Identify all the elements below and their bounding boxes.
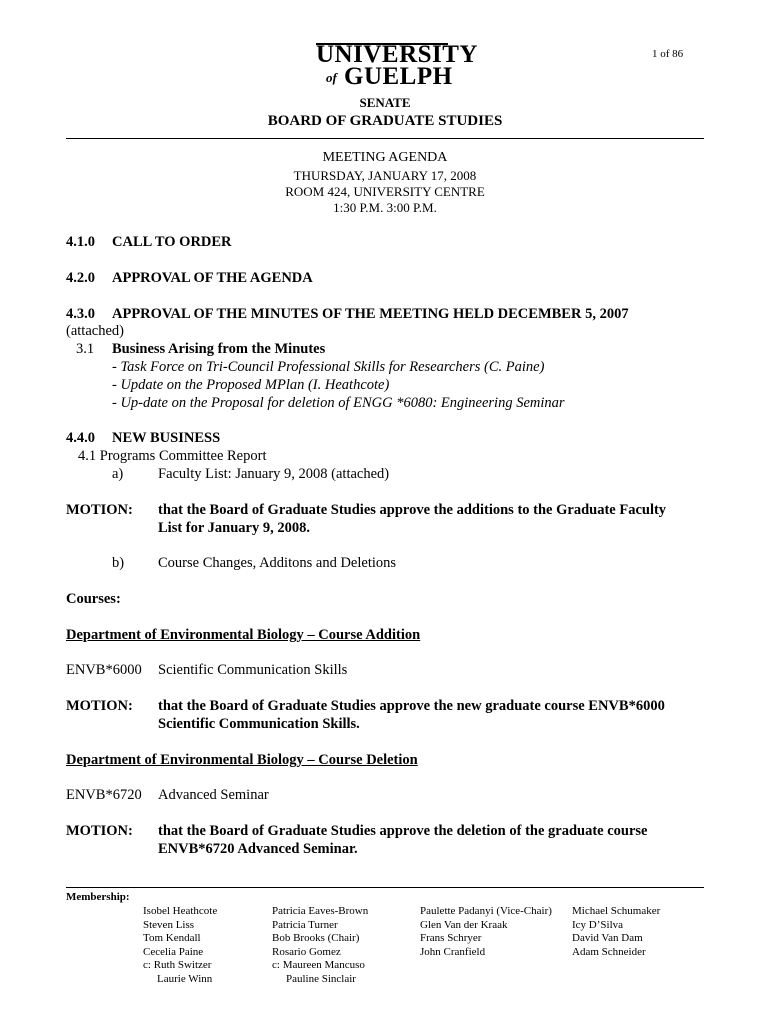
logo-text-university: UNIVERSITY xyxy=(316,41,478,68)
motion-label: MOTION: xyxy=(66,502,133,518)
item-title: NEW BUSINESS xyxy=(112,430,221,446)
meeting-room: ROOM 424, UNIVERSITY CENTRE xyxy=(285,184,485,199)
motion-text: that the Board of Graduate Studies approve the deletion of the graduate course xyxy=(158,823,648,839)
sub-item-b-letter: b) xyxy=(112,555,125,571)
agenda-item-approval-agenda xyxy=(66,269,313,287)
university-logo xyxy=(312,40,478,92)
membership-divider xyxy=(66,887,704,888)
member-name: Cecelia Paine xyxy=(143,945,204,958)
agenda-item-approval-minutes xyxy=(66,305,629,323)
member-name: Patricia Eaves-Brown xyxy=(272,905,369,917)
course-changes-item: Course Changes, Additons and Deletions xyxy=(158,555,397,571)
member-name: c: Ruth Switzer xyxy=(143,959,212,971)
sub-item-number: 3.1 xyxy=(76,341,95,357)
member-name: Laurie Winn xyxy=(157,972,213,985)
motion-text: ENVB*6720 Advanced Seminar. xyxy=(158,841,358,857)
membership-column-1 xyxy=(143,905,217,986)
member-name: John Cranfield xyxy=(420,945,486,958)
motion-text: that the Board of Graduate Studies approve the additions to the Graduate Faculty xyxy=(158,502,667,518)
logo-text-of: of xyxy=(326,70,337,85)
meeting-title: MEETING AGENDA xyxy=(322,150,448,165)
member-name: Michael Schumaker xyxy=(572,905,661,917)
member-name: Frans Schryer xyxy=(420,932,482,944)
item-title: APPROVAL OF THE MINUTES OF THE MEETING HELD DECEMBER 5, 2007 xyxy=(112,306,629,322)
member-name: Adam Schneider xyxy=(572,945,646,958)
member-name: Isobel Heathcote xyxy=(143,905,218,917)
attached-note: (attached) xyxy=(66,323,124,339)
member-name: Tom Kendall xyxy=(143,932,201,944)
motion-label: MOTION: xyxy=(66,823,133,839)
business-point: - Up-date on the Proposal for deletion of ENGG *6080: Engineering Seminar xyxy=(112,395,565,411)
member-name: Pauline Sinclair xyxy=(286,972,356,985)
member-name: Bob Brooks (Chair) xyxy=(272,932,360,944)
sub-item-title: Business Arising from the Minutes xyxy=(112,341,326,357)
motion-text: Scientific Communication Skills. xyxy=(158,716,360,732)
sub-item-business-arising xyxy=(76,340,325,358)
item-title: APPROVAL OF THE AGENDA xyxy=(112,270,313,286)
senate-heading: SENATE xyxy=(359,95,411,110)
member-name: Icy D’Silva xyxy=(572,918,624,931)
header-divider xyxy=(66,138,704,139)
membership-column-3 xyxy=(420,905,552,959)
board-heading: BOARD OF GRADUATE STUDIES xyxy=(267,113,503,129)
member-name: Rosario Gomez xyxy=(272,945,341,958)
dept-course-deletion-heading: Department of Environmental Biology – Course Deletion xyxy=(66,752,418,768)
motion-label: MOTION: xyxy=(66,698,133,714)
business-point: - Update on the Proposed MPlan (I. Heathcote) xyxy=(112,377,390,393)
programs-committee-report: 4.1 Programs Committee Report xyxy=(78,448,267,464)
item-title: CALL TO ORDER xyxy=(112,234,232,250)
course-name: Scientific Communication Skills xyxy=(158,662,348,678)
member-name: David Van Dam xyxy=(572,932,643,944)
membership-label: Membership: xyxy=(66,891,130,903)
faculty-list-item: Faculty List: January 9, 2008 (attached) xyxy=(158,466,390,482)
member-name: Glen Van der Kraak xyxy=(420,918,508,931)
motion-text: List for January 9, 2008. xyxy=(158,520,310,536)
dept-course-addition-heading: Department of Environmental Biology – Course Addition xyxy=(66,627,421,643)
meeting-time: 1:30 P.M. 3:00 P.M. xyxy=(333,200,437,215)
course-name: Advanced Seminar xyxy=(158,787,269,803)
meeting-date: THURSDAY, JANUARY 17, 2008 xyxy=(293,168,477,183)
course-code: ENVB*6000 xyxy=(66,662,142,678)
member-name: c: Maureen Mancuso xyxy=(272,959,365,971)
item-number: 4.2.0 xyxy=(66,270,95,286)
motion-text: that the Board of Graduate Studies approve the new graduate course ENVB*6000 xyxy=(158,698,665,714)
member-name: Paulette Padanyi (Vice-Chair) xyxy=(420,905,552,917)
agenda-item-call-to-order xyxy=(66,233,232,251)
membership-column-2 xyxy=(272,905,368,986)
item-number: 4.3.0 xyxy=(66,306,95,322)
member-name: Steven Liss xyxy=(143,918,195,931)
logo-text-guelph: GUELPH xyxy=(344,63,453,90)
courses-heading: Courses: xyxy=(66,591,121,607)
member-name: Patricia Turner xyxy=(272,918,338,931)
business-point: - Task Force on Tri-Council Professional Skills for Researchers (C. Paine) xyxy=(112,359,545,375)
agenda-item-new-business xyxy=(66,429,220,447)
item-number: 4.4.0 xyxy=(66,430,95,446)
item-number: 4.1.0 xyxy=(66,234,95,250)
sub-item-a-letter: a) xyxy=(112,466,124,482)
membership-column-4 xyxy=(572,905,660,959)
course-code: ENVB*6720 xyxy=(66,787,142,803)
page-number: 1 of 86 xyxy=(652,48,684,60)
